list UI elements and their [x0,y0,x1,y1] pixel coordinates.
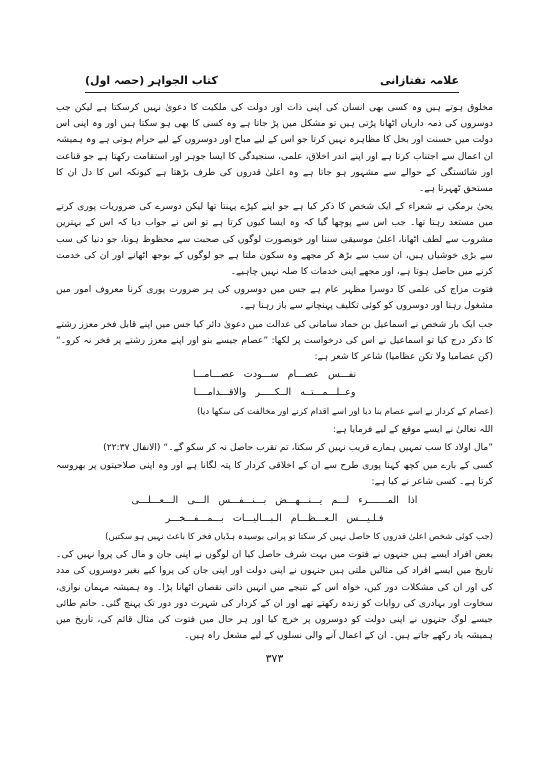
paragraph: یحیٰ برمکی نے شعراء کے ایک شخص کا ذکر کیا ہے جو اپنے کپڑے پہنتا تھا لیکن دوسرے کی ضروریات پوری کرنے میں مستعد رہتا تھا۔ جب اس سے پوچھا گیا کہ وہ ایسا کیوں کرتا ہے تو اس نے جواب دیا کہ اس کے بہترین مشروب سے لطف اٹھانا، اعلیٰ موسیقی سننا اور خوبصورت لوگوں کی صحبت سے محظوظ ہونا، جو دنیا کی سب سے بڑی خوشیاں ہیں، ان سب سے بڑھ کر مجھے وہ سکون ملتا ہے جو لوگوں کے بوجھ اٹھانے اور ان کی خدمت کرنے میں حاصل ہوتا ہے، اور مجھے اپنی خدمات کا صلہ نہیں چاہیے۔ [56,201,493,278]
paragraph: بعض افراد ایسے ہیں جنہوں نے فتوت میں بہت شرف حاصل کیا ان لوگوں نے اپنی جان و مال کی پروا نہیں کی۔ تاریخ میں ایسے افراد کی مثالیں ملتی ہیں جنہوں نے اپنی دولت اور اپنی جان کی پروا کیے بغیر دوسروں کی مدد کی اور ان کی مشکلات دور کیں، خواہ اس کے نتیجے میں انہیں ذاتی نقصان اٹھانا پڑا۔ وہ ہمیشہ مہمان نوازی، سخاوت اور بہادری کی روایات کو زندہ رکھتے تھے اور ان کے کردار کی شہرت دور دور تک پہنچ گئی۔ حاتم طائی جیسے لوگ جنہوں نے اپنی دولت کو دوسروں پر خرچ کیا اور ہر حال میں فتوت کی مثال قائم کی، تاریخ میں ہمیشہ یاد رکھے جاتے ہیں۔ ان کے اعمال آنے والی نسلوں کے لیے مشعل راہ ہیں۔ [56,549,493,642]
paragraph: مخلوق ہوتے ہیں وہ کسی بھی انسان کی اپنی ذات اور دولت کی ملکیت کا دعویٰ نہیں کرسکتا ہے لیکن جب دوسروں کی ذمہ داریاں اٹھانا پڑتی ہیں تو مشکل میں پڑ جاتا ہے وہ کسی کا بھی ہو سکتا ہیں اور وہ اپنی اس دولت میں حسنت اور بخل کا مظاہرہ نہیں کرتا جو اس کے لیے مباح اور دوسروں کے لیے حرام ہوتی ہے وہ ہمیشہ ان اعمال سے اجتناب کرتا ہے اور اپنے اندر اخلاق، علمی، سنجیدگی کا ایسا جوہر اور استقامت رکھتا ہے جو قناعت اور شائستگی کے حوالے سے مشہور ہو جاتا ہے وہ اعلیٰ قدروں کی طرف بڑھتا ہے کیونکہ اس کا دل ان کا مستحق ٹھہرتا ہے۔ [56,102,493,195]
header-divider [85,92,459,93]
page-number: ۳۷۳ [265,652,284,665]
quran-quote: ”مال اولاد کا سب تمہیں ہمارے قریب نہیں کر سکتا، تم تقرب حاصل نہ کر سکو گے۔“ (الانفال ۲۲:۳۷) [103,442,493,454]
verse-line: اذا المـــــــرء لـــم يـــنـــهـــض بـــنـــفـــس الـــى الـــعـــلـــى [131,494,418,506]
page-header [85,70,459,90]
author-name: علامہ تفتازانی [380,73,459,87]
verse-translation: (جب کوئی شخص اعلیٰ قدروں کا حاصل نہیں کر سکتا تو پرانی بوسیدہ ہڈیاں فخر کا باعث نہیں ہو سکتیں) [105,532,493,543]
book-title: کتاب الجواہر (حصہ اول) [85,73,218,87]
verse-translation: (عصام کے کردار نے اسے عصام بنا دیا اور اسے اقدام کرنے اور مخالفت کی سکھا دیا) [196,406,493,417]
paragraph: فتوت مزاج کی علمی کا دوسرا مظہر عام ہے جس میں دوسروں کی ہر ضرورت پوری کرنا معروف امور میں مشغول رہنا اور دوسروں کو کوئی تکلیف پہنچانے سے باز رہنا ہے۔ [56,284,493,312]
verse-line: فـلـيـــس الـعـــظـــام الـبـــاليـــات بـــمـــفـــخـــر [165,512,384,524]
verse-line: نفـــس عصـــام ســـودت عصـــامـــا [192,369,357,381]
paragraph: جب ایک بار شخص نے اسماعیل بن حماد سامانی کی عدالت میں دعویٰ دائر کیا جس میں اپنے قابل فخر معزز رشتے کا ذکر درج کیا تو اسماعیل نے اس کی درخواست پر لکھا: ”عصام جیسے بنو اور اپنے معزز رشتے پر فخر نہ کرو۔“ (کن عصامیا ولا تکن عظامیا) شاعر کا شعر ہے: [56,318,493,363]
paragraph: اللہ تعالیٰ نے ایسے موقع کے لیے فرمایا ہے: [332,423,493,435]
body-text [56,100,493,647]
paragraph: کسی کے بارے میں کچھ کہنا پوری طرح سے ان کے اخلاقی کردار کا پتہ لگانا ہے اور وہ اپنی صلاحیتوں پر بھروسہ کرتا ہے۔ کسی شاعر نے کیا ہے: [56,460,493,488]
verse-line: وعــلـــمـــتــه الــكـــــر والاقـــدامــــا [193,387,356,399]
